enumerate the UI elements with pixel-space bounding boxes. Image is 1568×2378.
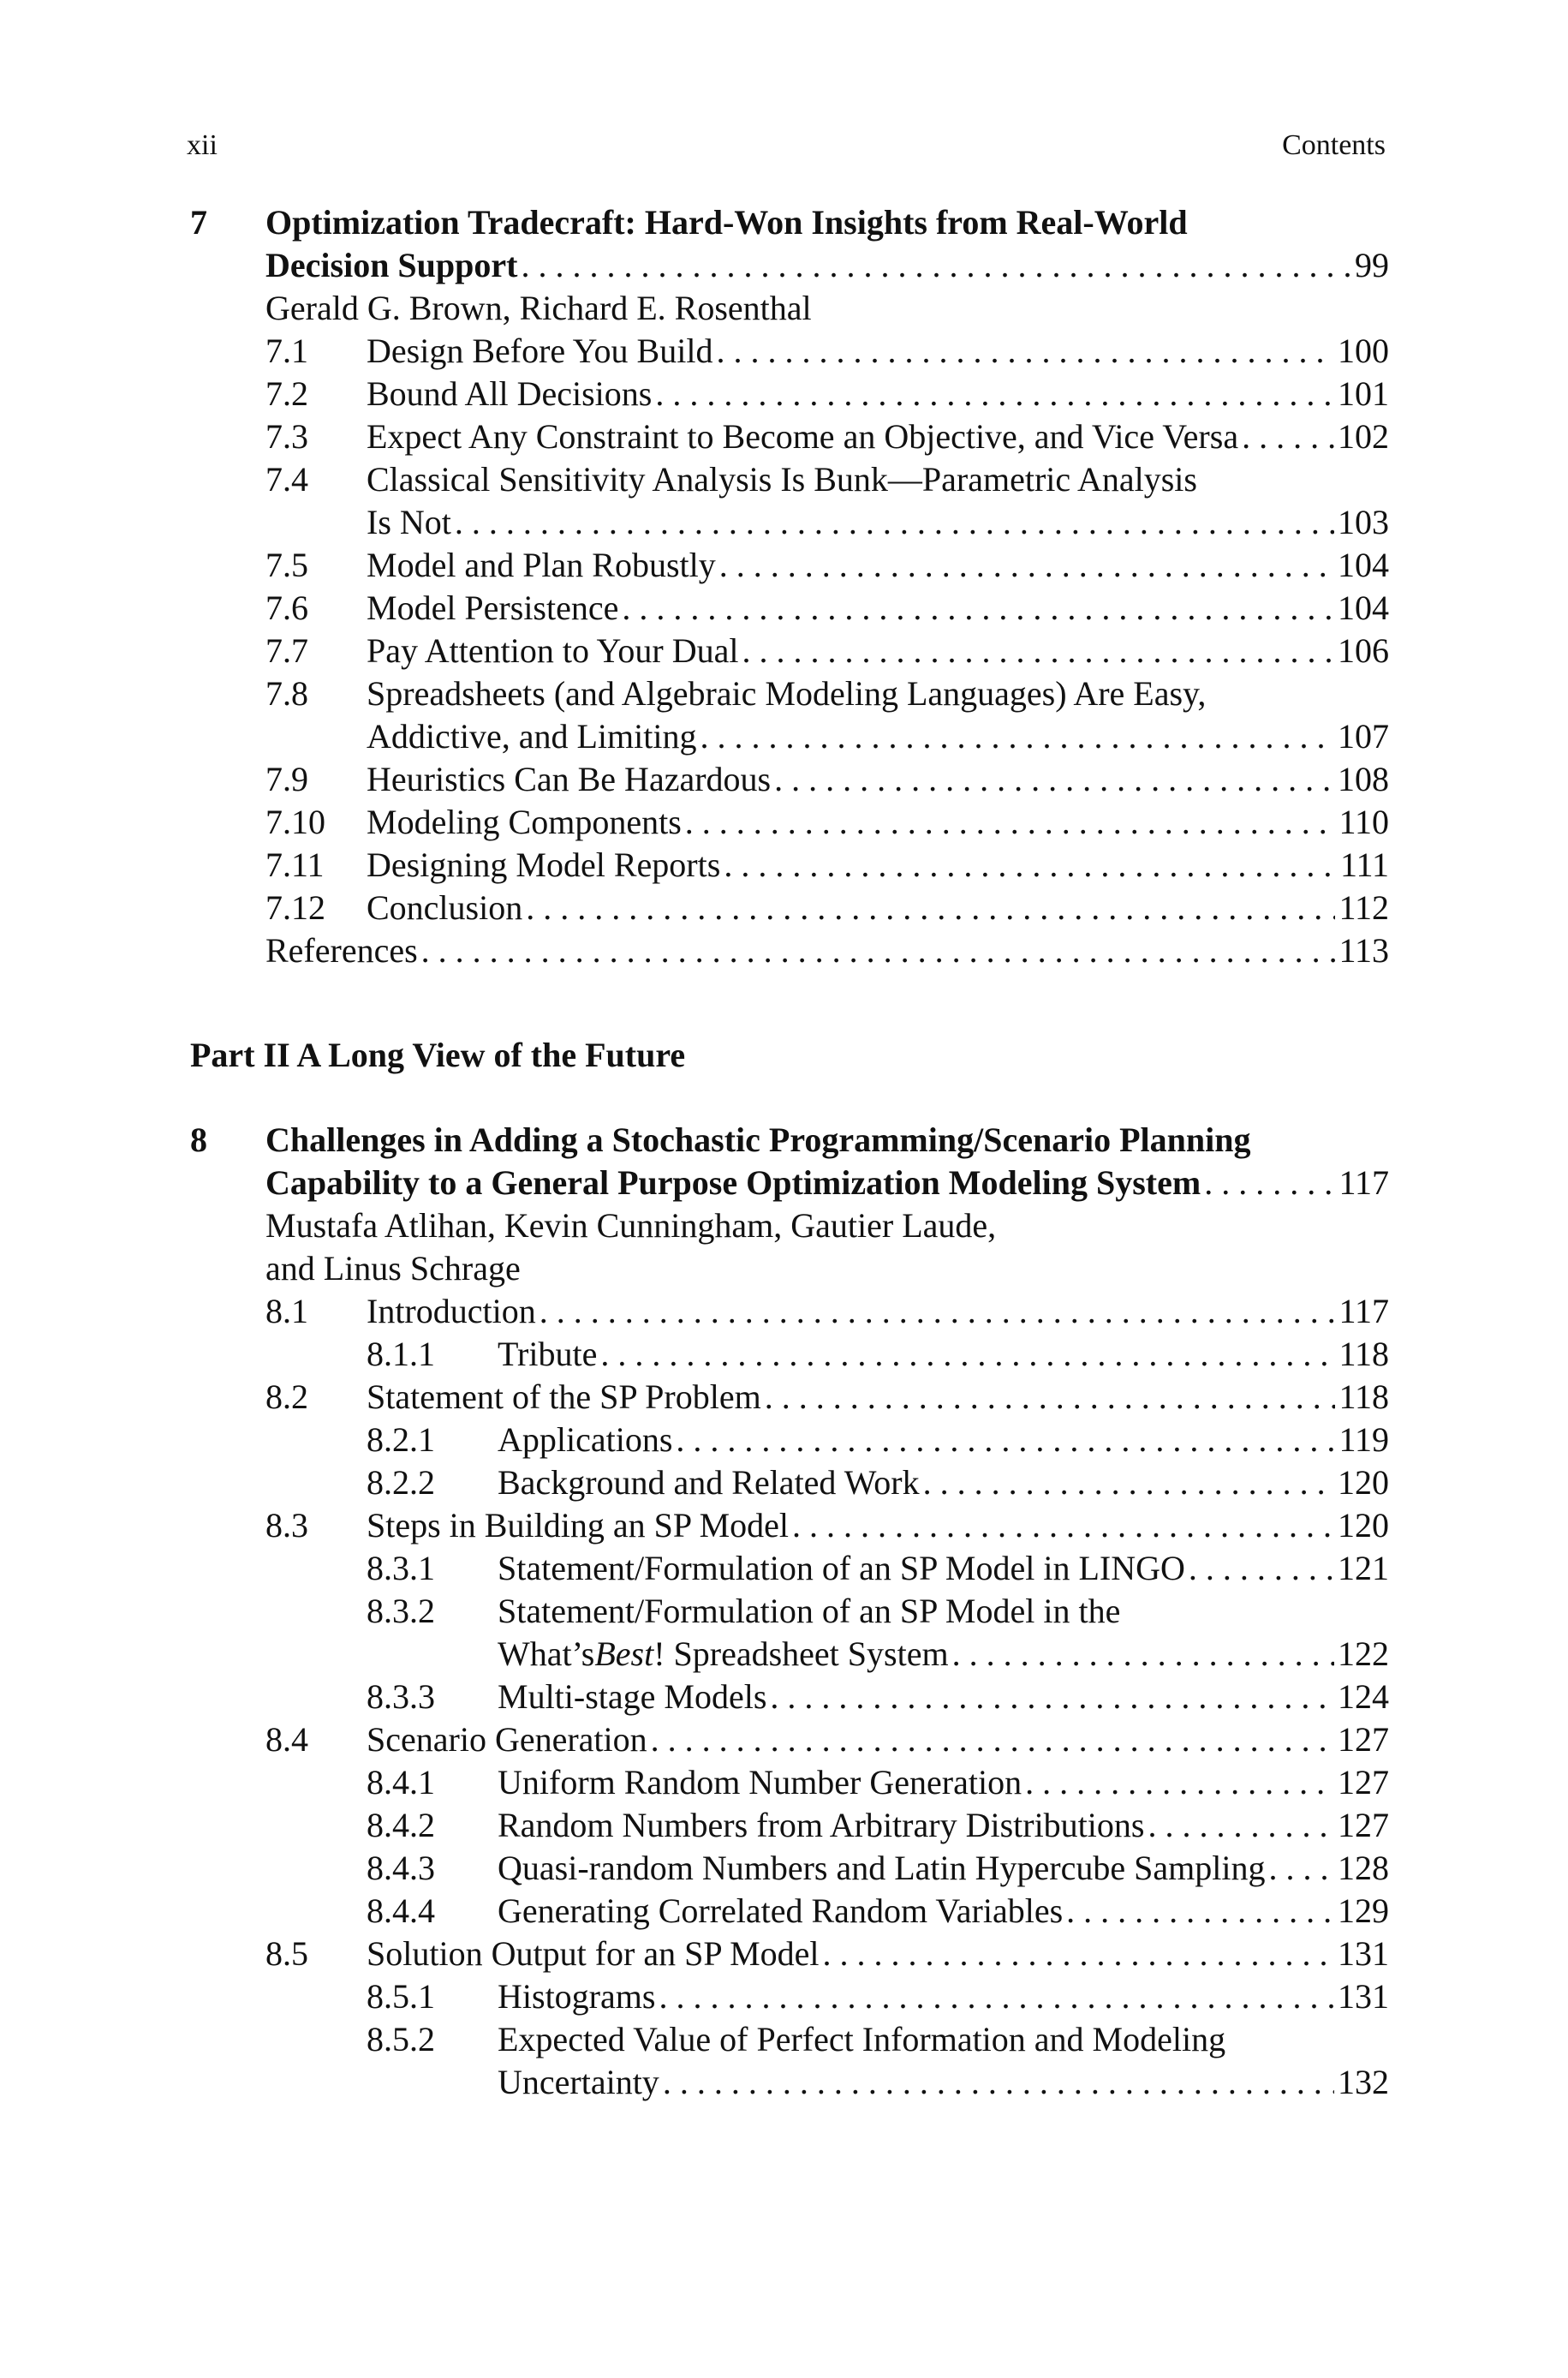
- section-number: 7.4: [265, 460, 308, 499]
- entry-title: Random Numbers from Arbitrary Distributions: [498, 1806, 1145, 1844]
- page-ref: 103: [1338, 503, 1389, 541]
- page-ref: 117: [1338, 1163, 1389, 1202]
- page-ref: 104: [1338, 589, 1389, 627]
- toc-entry[interactable]: [498, 1975, 1389, 2018]
- toc-entry[interactable]: [498, 1333, 1389, 1376]
- toc-entry[interactable]: [498, 1676, 1389, 1718]
- chapter-authors: and Linus Schrage: [265, 1249, 521, 1288]
- toc-entry[interactable]: [367, 1376, 1389, 1419]
- section-number: 7.6: [265, 589, 308, 627]
- title-emphasis: Best: [594, 1634, 654, 1673]
- chapter-8-heading-cont[interactable]: [265, 1162, 1389, 1204]
- entry-title: Model Persistence: [367, 589, 619, 627]
- entry-title: Modeling Components: [367, 803, 682, 841]
- toc-entry[interactable]: [367, 1290, 1389, 1333]
- entry-title: Histograms: [498, 1977, 656, 2016]
- leader-dots: [923, 1461, 1334, 1504]
- toc-entry-line[interactable]: Statement/Formulation of an SP Model in the: [498, 1592, 1121, 1630]
- entry-title: Model and Plan Robustly: [367, 546, 716, 584]
- entry-title: Steps in Building an SP Model: [367, 1506, 790, 1545]
- entry-title: Heuristics Can Be Hazardous: [367, 760, 772, 798]
- page-ref: 128: [1338, 1849, 1389, 1887]
- toc-entry[interactable]: [498, 1461, 1389, 1504]
- leader-dots: [792, 1504, 1334, 1547]
- section-number: 7.3: [265, 417, 308, 456]
- section-number: 8.3: [265, 1506, 308, 1545]
- chapter-authors: Mustafa Atlihan, Kevin Cunningham, Gautier Laude,: [265, 1206, 997, 1245]
- page-ref: 127: [1338, 1806, 1389, 1844]
- leader-dots: [600, 1333, 1335, 1376]
- page-ref: 132: [1338, 2063, 1389, 2101]
- section-number: 8.5.1: [367, 1977, 435, 2016]
- toc-entry[interactable]: [367, 501, 1389, 544]
- toc-entry[interactable]: [367, 544, 1389, 587]
- toc-entry-line[interactable]: Expected Value of Perfect Information and Modeling: [498, 2020, 1226, 2058]
- section-number: 8.2.1: [367, 1420, 435, 1459]
- entry-title: Quasi-random Numbers and Latin Hypercube Sampling: [498, 1849, 1266, 1887]
- entry-title: Bound All Decisions: [367, 374, 653, 413]
- page-ref: 110: [1338, 803, 1389, 841]
- leader-dots: [663, 2061, 1334, 2104]
- section-number: 8.4.1: [367, 1763, 435, 1801]
- page-ref: 118: [1338, 1335, 1389, 1373]
- leader-dots: [742, 630, 1334, 672]
- entry-title: Pay Attention to Your Dual: [367, 631, 739, 670]
- section-number: 8.3.1: [367, 1549, 435, 1587]
- entry-title: Background and Related Work: [498, 1463, 920, 1502]
- leader-dots: [765, 1376, 1336, 1419]
- toc-entry[interactable]: [367, 758, 1389, 801]
- page-ref: 113: [1338, 931, 1389, 970]
- toc-entry[interactable]: [498, 1761, 1389, 1804]
- section-number: 7.2: [265, 374, 308, 413]
- section-number: 8.4.4: [367, 1891, 435, 1930]
- page-ref: 131: [1338, 1934, 1389, 1973]
- page-ref: 129: [1338, 1891, 1389, 1930]
- entry-title: Statement of the SP Problem: [367, 1377, 761, 1416]
- page-number: xii: [187, 129, 218, 161]
- section-number: 7.12: [265, 888, 325, 927]
- page-ref: 131: [1338, 1977, 1389, 2016]
- title-text: What’s: [498, 1634, 595, 1673]
- entry-title: Statement/Formulation of an SP Model in LINGO: [498, 1549, 1185, 1587]
- page-ref: 122: [1338, 1634, 1389, 1673]
- entry-title: Uncertainty: [498, 2063, 659, 2101]
- chapter-authors: Gerald G. Brown, Richard E. Rosenthal: [265, 289, 812, 327]
- page-ref: 101: [1338, 374, 1389, 413]
- page-ref: 127: [1338, 1763, 1389, 1801]
- entry-title: References: [265, 931, 418, 970]
- toc-entry[interactable]: [498, 1633, 1389, 1676]
- toc-entry-line[interactable]: Spreadsheets (and Algebraic Modeling Languages) Are Easy,: [367, 674, 1207, 713]
- leader-dots: [540, 1290, 1336, 1333]
- page-ref: 112: [1338, 888, 1389, 927]
- page-ref: 111: [1339, 845, 1389, 884]
- toc-entry[interactable]: [498, 1547, 1389, 1590]
- chapter-title: Capability to a General Purpose Optimization Modeling System: [265, 1163, 1201, 1202]
- section-number: 8.1.1: [367, 1335, 435, 1373]
- page-ref: 104: [1338, 546, 1389, 584]
- entry-title: Expect Any Constraint to Become an Objective, and Vice Versa: [367, 417, 1239, 456]
- section-number: 7.1: [265, 332, 308, 370]
- toc-entry[interactable]: [367, 587, 1389, 630]
- leader-dots: [719, 544, 1334, 587]
- section-number: 8.5.2: [367, 2020, 435, 2058]
- leader-dots: [685, 801, 1336, 844]
- page-ref: 100: [1338, 332, 1389, 370]
- page-ref: 106: [1338, 631, 1389, 670]
- toc-entry[interactable]: [367, 630, 1389, 672]
- page-ref: 108: [1338, 760, 1389, 798]
- chapter-7-heading-cont[interactable]: [265, 244, 1389, 287]
- toc-entry-line[interactable]: Classical Sensitivity Analysis Is Bunk—Parametric Analysis: [367, 460, 1197, 499]
- entry-title: Scenario Generation: [367, 1720, 647, 1759]
- chapter-7-heading[interactable]: [190, 201, 1389, 244]
- page-ref: 120: [1338, 1463, 1389, 1502]
- entry-title: Designing Model Reports: [367, 845, 721, 884]
- leader-dots: [774, 758, 1334, 801]
- leader-dots: [676, 1419, 1335, 1461]
- toc-entry[interactable]: [367, 844, 1389, 887]
- chapter-title: Challenges in Adding a Stochastic Programming/Scenario Planning: [265, 1120, 1251, 1159]
- part-heading: Part II A Long View of the Future: [190, 1036, 686, 1074]
- section-number: 7.10: [265, 803, 325, 841]
- page-ref: 120: [1338, 1506, 1389, 1545]
- section-number: 8.1: [265, 1292, 308, 1330]
- leader-dots: [522, 244, 1352, 287]
- chapter-number: 7: [190, 203, 207, 242]
- toc-entry[interactable]: [498, 1847, 1389, 1890]
- leader-dots: [1242, 415, 1334, 458]
- section-number: 7.7: [265, 631, 308, 670]
- chapter-title: Decision Support: [265, 246, 518, 284]
- leader-dots: [651, 1718, 1334, 1761]
- leader-dots: [1148, 1804, 1334, 1847]
- leader-dots: [823, 1933, 1334, 1975]
- entry-title: Is Not: [367, 503, 451, 541]
- title-text: ! Spreadsheet System: [653, 1634, 949, 1673]
- page-ref: 107: [1338, 717, 1389, 756]
- leader-dots: [655, 373, 1334, 415]
- toc-entry[interactable]: [367, 415, 1389, 458]
- page-ref: 99: [1355, 246, 1389, 284]
- page-ref: 119: [1338, 1420, 1389, 1459]
- page-ref: 121: [1338, 1549, 1389, 1587]
- leader-dots: [1268, 1847, 1334, 1890]
- running-title: Contents: [1282, 129, 1386, 161]
- section-number: 8.4: [265, 1720, 308, 1759]
- toc-entry[interactable]: [367, 1718, 1389, 1761]
- entry-title: Multi-stage Models: [498, 1677, 767, 1716]
- leader-dots: [622, 587, 1334, 630]
- toc-entry[interactable]: [367, 330, 1389, 373]
- entry-title: Uniform Random Number Generation: [498, 1763, 1022, 1801]
- leader-dots: [952, 1633, 1334, 1676]
- entry-title: Applications: [498, 1420, 673, 1459]
- toc-entry-references[interactable]: [265, 929, 1389, 972]
- leader-dots: [526, 887, 1335, 929]
- section-number: 8.5: [265, 1934, 308, 1973]
- toc-entry[interactable]: [498, 1804, 1389, 1847]
- section-number: 7.5: [265, 546, 308, 584]
- leader-dots: [716, 330, 1334, 373]
- section-number: 8.2: [265, 1377, 308, 1416]
- leader-dots: [724, 844, 1337, 887]
- section-number: 8.4.3: [367, 1849, 435, 1887]
- leader-dots: [701, 715, 1335, 758]
- leader-dots: [659, 1975, 1334, 2018]
- leader-dots: [1204, 1162, 1335, 1204]
- leader-dots: [421, 929, 1336, 972]
- toc-entry[interactable]: [367, 373, 1389, 415]
- page-ref: 117: [1338, 1292, 1389, 1330]
- entry-title: Design Before You Build: [367, 332, 713, 370]
- toc-entry[interactable]: [367, 1504, 1389, 1547]
- leader-dots: [1066, 1890, 1334, 1933]
- toc-entry[interactable]: [367, 715, 1389, 758]
- toc-entry[interactable]: [498, 1419, 1389, 1461]
- leader-dots: [770, 1676, 1334, 1718]
- entry-title: [498, 1633, 949, 1676]
- section-number: 7.9: [265, 760, 308, 798]
- section-number: 7.11: [265, 845, 325, 884]
- toc-entry[interactable]: [498, 2061, 1389, 2104]
- page-ref: 124: [1338, 1677, 1389, 1716]
- section-number: 8.2.2: [367, 1463, 435, 1502]
- page-ref: 127: [1338, 1720, 1389, 1759]
- leader-dots: [1025, 1761, 1334, 1804]
- chapter-number: 8: [190, 1120, 207, 1159]
- entry-title: Solution Output for an SP Model: [367, 1934, 820, 1973]
- entry-title: Addictive, and Limiting: [367, 717, 697, 756]
- leader-dots: [1189, 1547, 1334, 1590]
- entry-title: Introduction: [367, 1292, 536, 1330]
- toc-entry[interactable]: [498, 1890, 1389, 1933]
- page-ref: 102: [1338, 417, 1389, 456]
- section-number: 8.4.2: [367, 1806, 435, 1844]
- leader-dots: [455, 501, 1334, 544]
- entry-title: Tribute: [498, 1335, 598, 1373]
- page-ref: 118: [1338, 1377, 1389, 1416]
- toc-entry[interactable]: [367, 801, 1389, 844]
- section-number: 8.3.2: [367, 1592, 435, 1630]
- entry-title: Generating Correlated Random Variables: [498, 1891, 1064, 1930]
- section-number: 8.3.3: [367, 1677, 435, 1716]
- toc-entry[interactable]: [367, 887, 1389, 929]
- chapter-8-heading[interactable]: [190, 1119, 1389, 1162]
- toc-entry[interactable]: [367, 1933, 1389, 1975]
- entry-title: Conclusion: [367, 888, 523, 927]
- section-number: 7.8: [265, 674, 308, 713]
- chapter-title: Optimization Tradecraft: Hard-Won Insights from Real-World: [265, 203, 1188, 242]
